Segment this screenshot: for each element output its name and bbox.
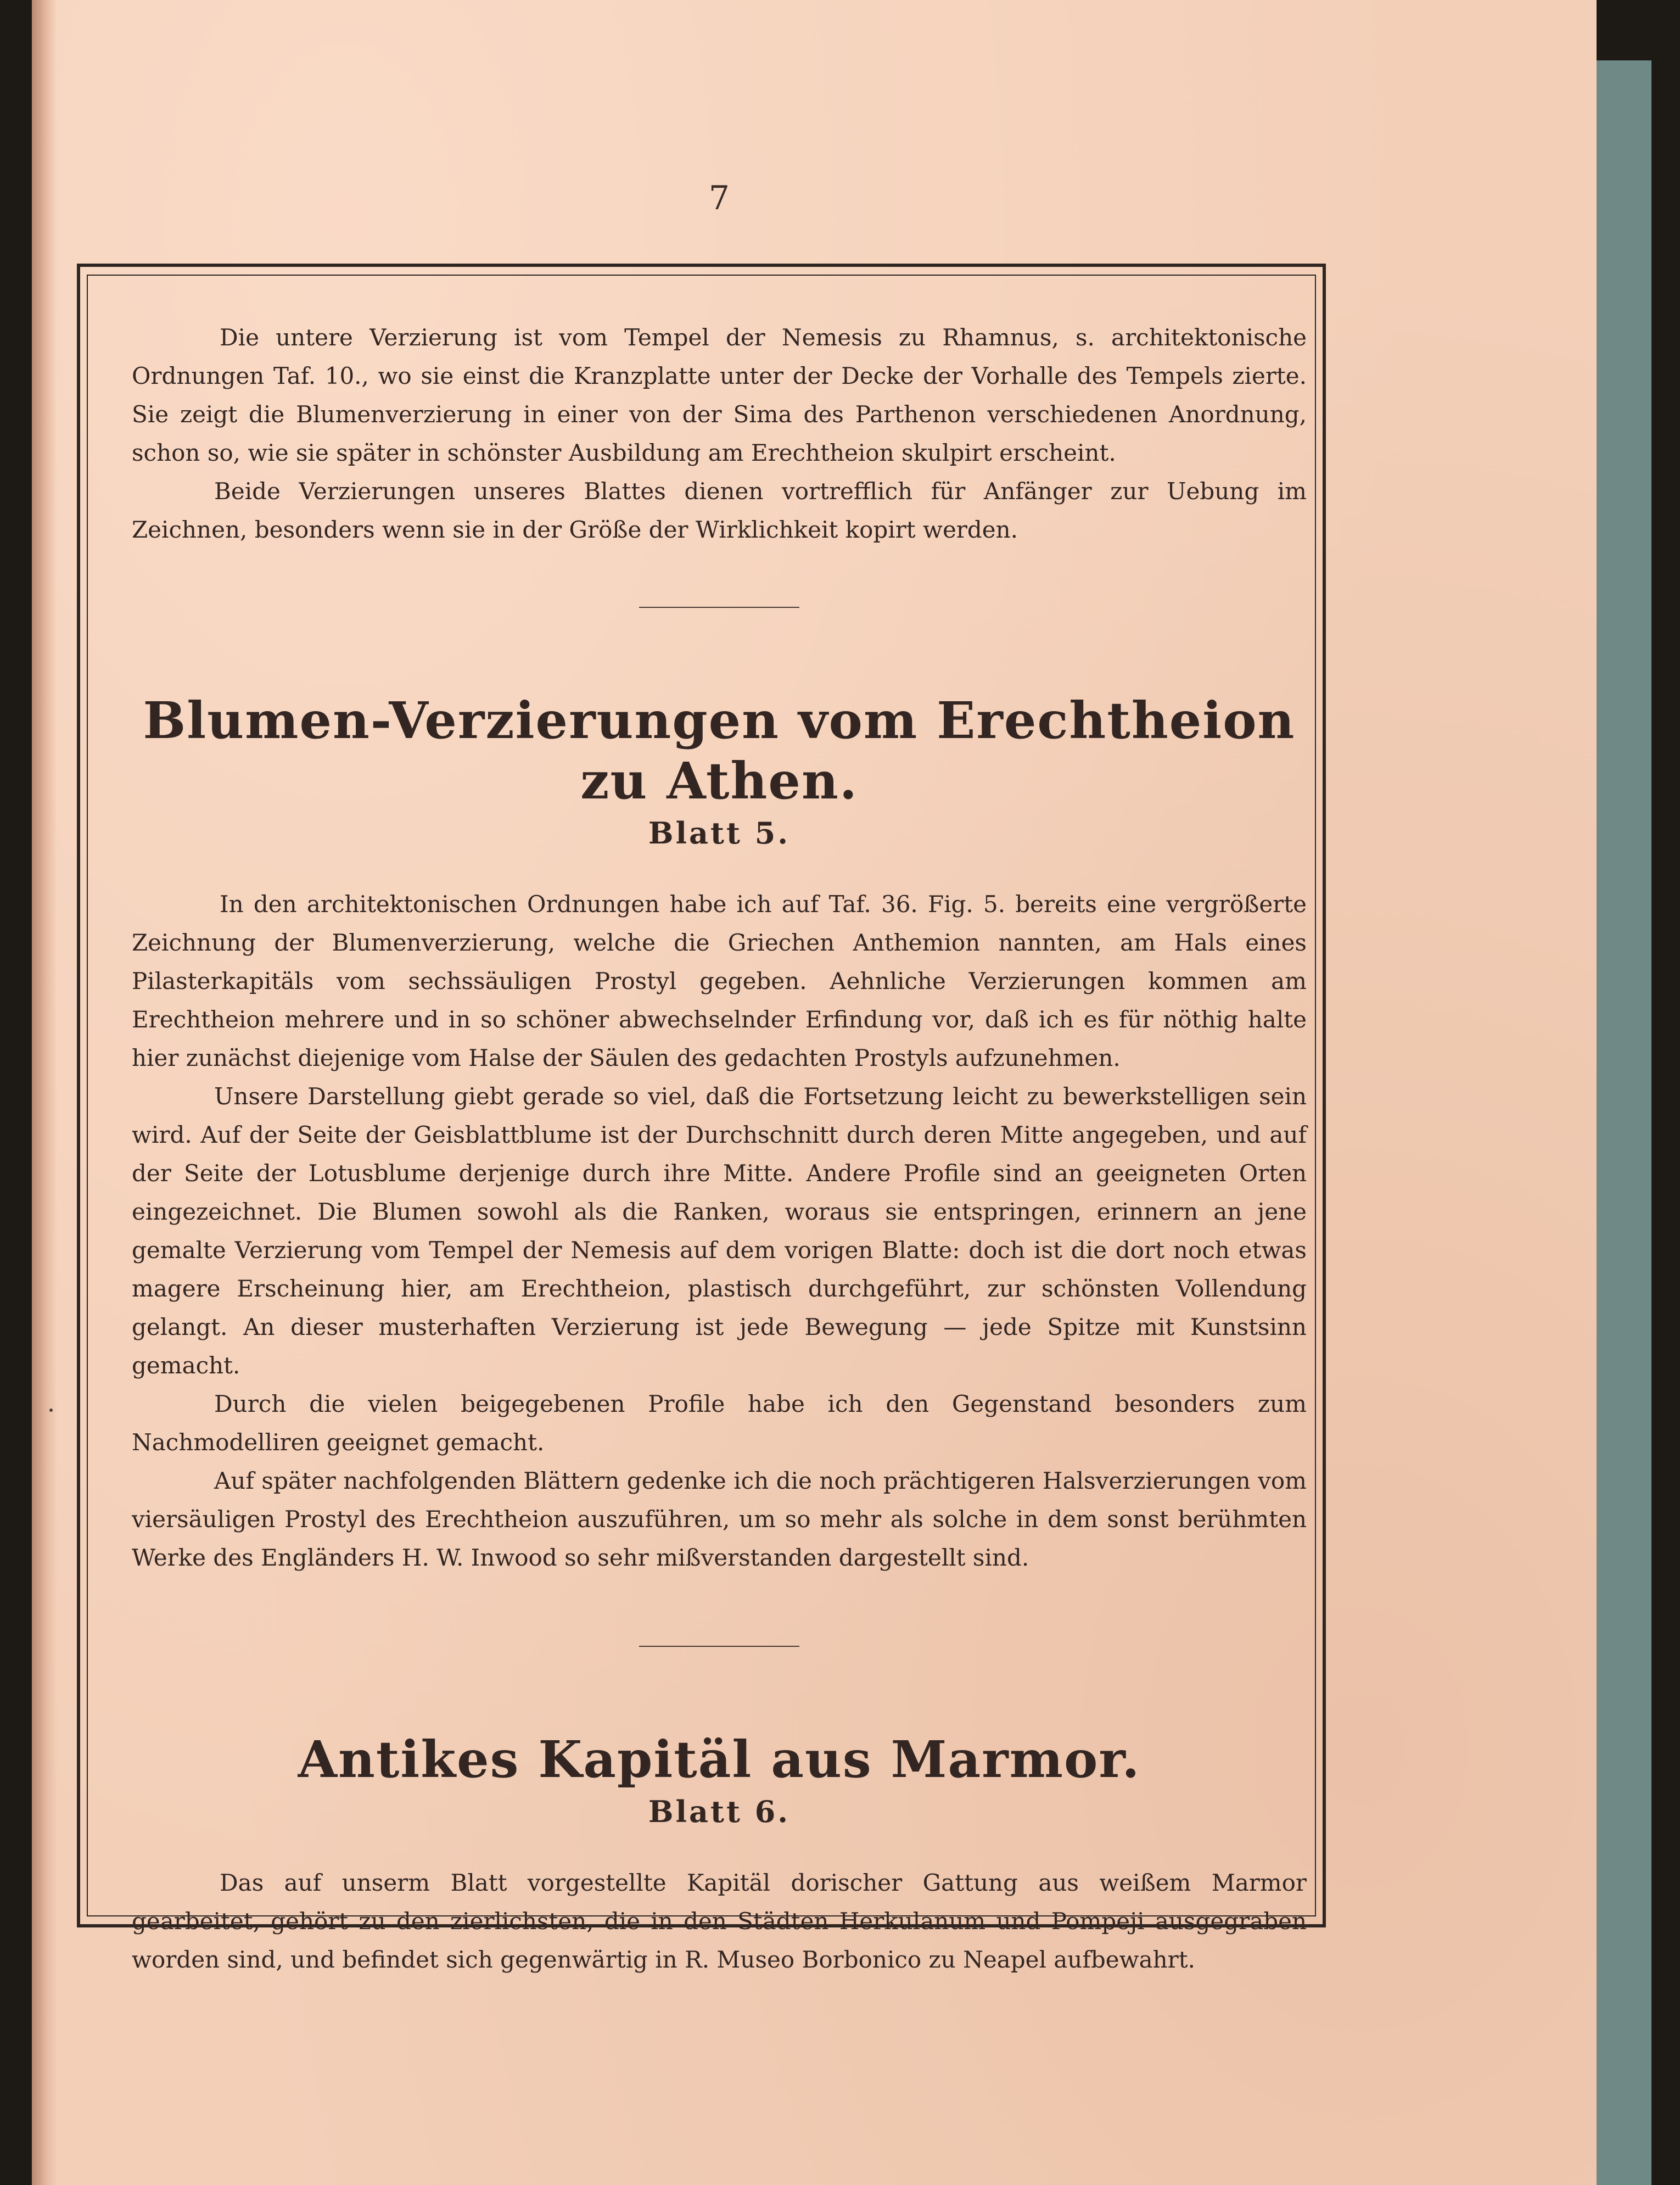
page-gutter: [32, 0, 57, 2185]
blatt5-paragraph: Unsere Darstellung giebt gerade so viel, daß die Fortsetzung leicht zu bewerkstelligen sein wird. Auf der Seite der Geisblattblume ist der Durchschnitt durch deren Mitte angegeben, und auf der Seite der Lotusblume derjenige durch ihre Mitte. Andere Profile sind an geeigneten Orten eingezeichnet. Die Blumen sowohl als die Ranken, woraus sie entspringen, erinnern an jene gemalte Verzierung vom Tempel der Nemesis auf dem vorigen Blatte: doch ist die dort noch etwas magere Erscheinung hier, am Erechtheion, plastisch durchgeführt, zur schönsten Vollendung gelangt. An dieser musterhaften Verzierung ist jede Bewegung — jede Spitze mit Kunstsinn gemacht.: [132, 1083, 1307, 1379]
book-cover-edge: [1597, 60, 1651, 2185]
section-subtitle-blatt6: Blatt 6.: [648, 1794, 791, 1829]
page-content: [132, 318, 1307, 1979]
blatt5-paragraph: In den architektonischen Ordnungen habe ich auf Taf. 36. Fig. 5. bereits eine vergrößerte Zeichnung der Blumenverzierung, welche die Griechen Anthemion nannten, am Hals eines Pilasterkapitäls vom sechssäuligen Prostyl gegeben. Aehnliche Verzierungen kommen am Erechtheion mehrere und in so schöner abwechselnder Erfindung vor, daß ich es für nöthig halte hier zunächst diejenige vom Halse der Säulen des gedachten Prostyls aufzunehmen.: [132, 891, 1307, 1071]
page-number: 7: [708, 179, 730, 217]
section-divider: [639, 607, 799, 608]
intro-paragraph: Beide Verzierungen unseres Blattes dienen vortrefflich für Anfänger zur Uebung im Zeichnen, besonders wenn sie in der Größe der Wirklichkeit kopirt werden.: [132, 478, 1307, 543]
ink-speck: [49, 1409, 53, 1412]
section-subtitle-blatt5: Blatt 5.: [648, 815, 791, 851]
section-divider: [639, 1646, 799, 1647]
blatt6-paragraph: Das auf unserm Blatt vorgestellte Kapitäl dorischer Gattung aus weißem Marmor gearbeitet, gehört zu den zierlichsten, die in den Städten Herkulanum und Pompeji ausgegraben worden sind, und befindet sich gegenwärtig in R. Museo Borbonico zu Neapel aufbewahrt.: [132, 1869, 1307, 1973]
intro-paragraph: Die untere Verzierung ist vom Tempel der Nemesis zu Rhamnus, s. architektonische Ordnungen Taf. 10., wo sie einst die Kranzplatte unter der Decke der Vorhalle des Tempels zierte. Sie zeigt die Blumenverzierung in einer von der Sima des Parthenon verschiedenen Anordnung, schon so, wie sie später in schönster Ausbildung am Erechtheion skulpirt erscheint.: [132, 324, 1307, 466]
blatt5-paragraph: Auf später nachfolgenden Blättern gedenke ich die noch prächtigeren Halsverzierungen vom viersäuligen Prostyl des Erechtheion auszuführen, um so mehr als solche in dem sonst berühmten Werke des Engländers H. W. Inwood so sehr mißverstanden dargestellt sind.: [132, 1467, 1307, 1571]
section-title-blatt5: Blumen-Verzierungen vom Erechtheion zu Athen.: [143, 691, 1296, 811]
section-title-blatt6: Antikes Kapitäl aus Marmor.: [298, 1730, 1141, 1789]
blatt5-paragraph: Durch die vielen beigegebenen Profile habe ich den Gegenstand besonders zum Nachmodelliren geeignet gemacht.: [132, 1390, 1307, 1456]
